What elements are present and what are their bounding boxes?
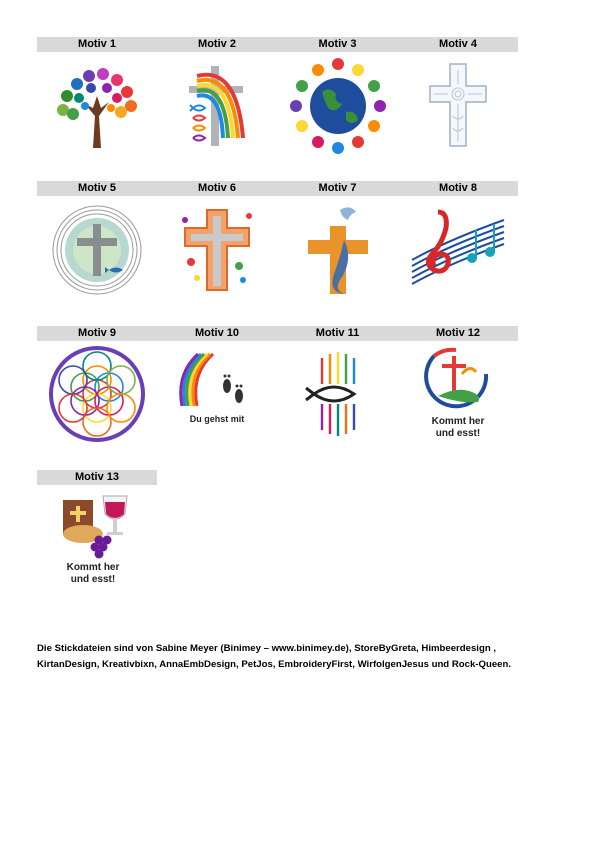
- motif-13-caption-line2: und esst!: [70, 574, 116, 585]
- flower-of-life-icon: [47, 344, 147, 444]
- motif-header-11: Motiv 11: [277, 326, 398, 341]
- globe-children-icon: [288, 56, 388, 156]
- rainbow-footprints-icon: [167, 344, 267, 444]
- cross-rainbow-fish-icon: [167, 56, 267, 156]
- treble-clef-notes-icon: [408, 200, 508, 300]
- cross-flowers-icon: [167, 200, 267, 300]
- ichthys-rays-icon: [288, 344, 388, 444]
- credits-line-2: KirtanDesign, Kreativbixn, AnnaEmbDesign, PetJos, EmbroideryFirst, WirfolgenJesus und Rock-Queen.: [37, 659, 512, 670]
- motif-12-caption-line1: Kommt her: [431, 416, 485, 427]
- motif-header-6: Motiv 6: [157, 181, 277, 196]
- cross-dove-icon: [288, 200, 388, 300]
- ornate-cross-icon: [408, 56, 508, 156]
- motif-header-2: Motiv 2: [157, 37, 277, 52]
- bread-wine-grapes-icon: [47, 488, 147, 588]
- motif-header-5: Motiv 5: [37, 181, 157, 196]
- motif-header-9: Motiv 9: [37, 326, 157, 341]
- cross-circles-fish-icon: [47, 200, 147, 300]
- motif-13-caption-line1: Kommt her: [66, 562, 120, 573]
- motif-header-13: Motiv 13: [37, 470, 157, 485]
- motif-header-8: Motiv 8: [398, 181, 518, 196]
- motif-header-4: Motiv 4: [398, 37, 518, 52]
- motif-header-1: Motiv 1: [37, 37, 157, 52]
- motif-10-caption: Du gehst mit: [189, 414, 245, 424]
- credits-line-1: Die Stickdateien sind von Sabine Meyer (Binimey – www.binimey.de), StoreByGreta, Himbeerdesign ,: [37, 643, 497, 654]
- cross-hand-icon: [408, 344, 508, 444]
- motif-header-3: Motiv 3: [277, 37, 398, 52]
- motif-header-12: Motiv 12: [398, 326, 518, 341]
- motif-header-7: Motiv 7: [277, 181, 398, 196]
- motif-12-caption-line2: und esst!: [435, 428, 481, 439]
- motif-header-10: Motiv 10: [157, 326, 277, 341]
- credits-paragraph: [37, 641, 557, 673]
- rainbow-tree-icon: [47, 56, 147, 156]
